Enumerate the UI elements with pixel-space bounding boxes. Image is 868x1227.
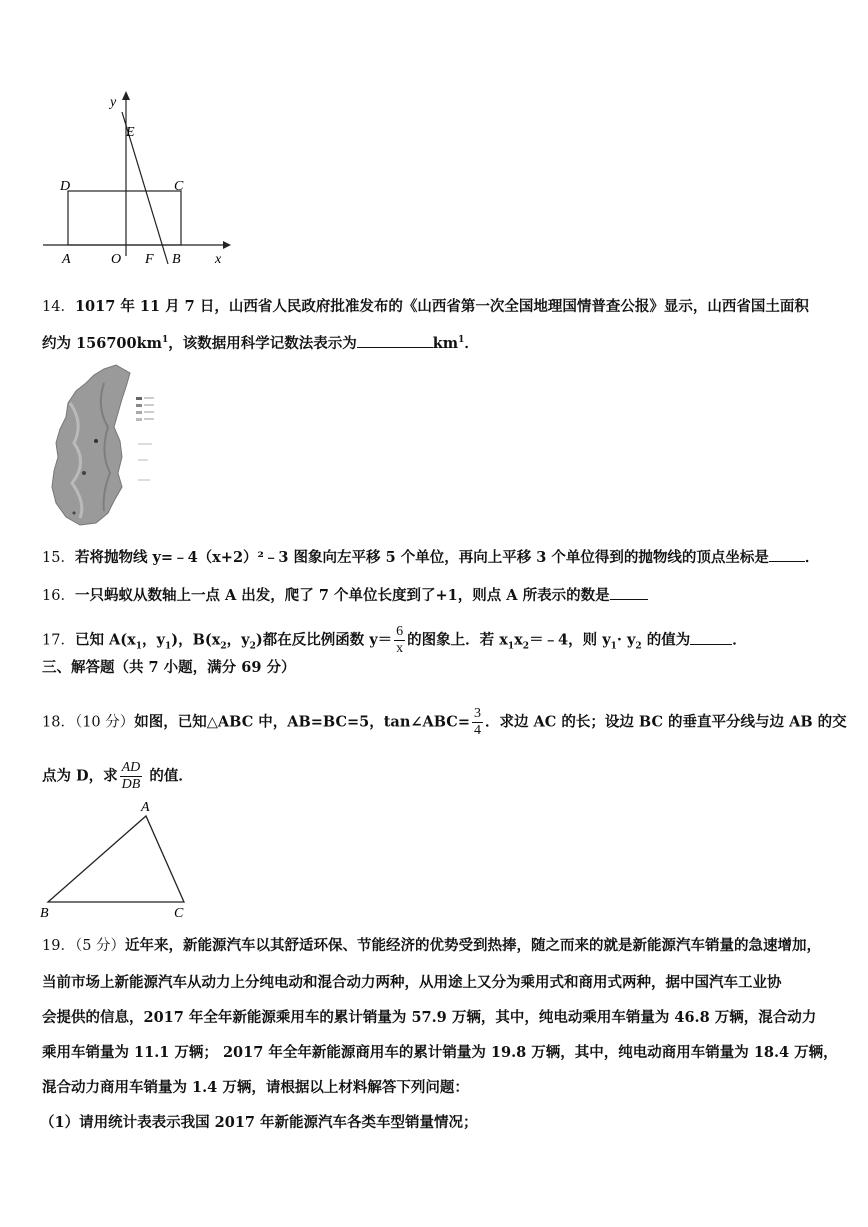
q14-sup2: 1: [458, 335, 465, 345]
q14-answer-blank[interactable]: [357, 333, 433, 348]
triangle-b-label: B: [40, 906, 49, 920]
q17-text-a: 已知 A(x: [74, 631, 136, 649]
q17-text-b2: x: [514, 631, 523, 649]
axis-x-label: x: [215, 252, 222, 267]
origin-label: O: [111, 252, 122, 267]
coordinate-figure: [38, 86, 238, 271]
q19-sub1: （1）请用统计表表示我国 2017 年新能源汽车各类车型销量情况；: [40, 1114, 478, 1131]
q17-sub: 2: [635, 641, 642, 652]
q17-frac-numerator: 6: [396, 624, 404, 639]
q17-sub: 1: [610, 641, 617, 652]
q19-line1: [42, 936, 821, 956]
point-b-label: B: [172, 252, 181, 267]
q14-line2: [42, 330, 479, 354]
q15-line: [42, 547, 819, 568]
q17-sub: 1: [164, 641, 172, 652]
q17-sub: 2: [522, 641, 530, 652]
q17-text-a3: )，B(x: [171, 631, 221, 649]
q19-text-line: 会提供的信息，2017 年全年新能源乘用车的累计销量为 57.9 万辆，其中，纯电动乘用车销量为 46.8 万辆，混合动力: [42, 1009, 817, 1026]
q18-text-b: ．求边 AC 的长；设边 BC 的垂直平分线与边 AB 的交: [485, 713, 847, 731]
q19-text-line: 混合动力商用车销量为 1.4 万辆，请根据以上材料解答下列问题：: [42, 1079, 469, 1096]
q17-text-b3: ＝﹣4，则 y: [529, 631, 611, 649]
q17-sub: 1: [135, 641, 143, 652]
q17-text-b4: · y: [616, 631, 636, 649]
triangle-figure: [38, 796, 198, 920]
q18-text-line2b: 的值．: [144, 767, 193, 785]
q14-line1: [42, 297, 809, 317]
q14-sup: 1: [161, 335, 169, 345]
q15-number: 15．: [42, 550, 75, 566]
q15-end: ．: [804, 549, 820, 566]
point-a-label: A: [62, 252, 71, 267]
q17-frac-denominator: x: [396, 641, 404, 656]
q18-frac2-numerator: AD: [121, 760, 141, 775]
q16-answer-blank[interactable]: [610, 585, 648, 600]
q17-sub: 1: [507, 641, 515, 652]
q18-frac-denominator: 4: [474, 723, 481, 738]
q18-ratio-fraction: [120, 760, 143, 793]
q18-frac2-denominator: DB: [121, 777, 141, 792]
q15-answer-blank[interactable]: [769, 547, 805, 562]
point-e-label: E: [126, 125, 135, 140]
q17-text-a4: ，y: [226, 631, 250, 649]
q14-text-d: ．: [464, 334, 479, 352]
q17-sub: 2: [249, 641, 256, 652]
section3-title: 三、解答题（共 7 小题，满分 69 分）: [42, 659, 296, 676]
q17-fraction: [394, 624, 405, 657]
point-d-label: D: [60, 179, 71, 194]
q17-answer-blank[interactable]: [690, 630, 732, 645]
shanxi-map-image: [44, 363, 158, 527]
q19-score: （5 分）: [74, 938, 126, 954]
q14-text-b: ，该数据用科学记数法表示为: [168, 334, 357, 352]
q19-text-line: 乘用车销量为 11.1 万辆； 2017 年全年新能源商用车的累计销量为 19.8 万辆，其中，纯电动商用车销量为 18.4 万辆，: [42, 1044, 838, 1061]
point-c-label: C: [174, 179, 184, 194]
q18-number: 18．: [42, 714, 75, 731]
q14-text-line1: 1017 年 11 月 7 日，山西省人民政府批准发布的《山西省第一次全国地理国情普查公报》显示，山西省国土面积: [74, 298, 809, 315]
q17-line: [42, 624, 747, 657]
q18-text-a: 如图，已知△ABC 中，AB=BC=5，tan∠ABC=: [134, 713, 470, 731]
q18-line1: [42, 706, 847, 739]
q18-line2: [42, 760, 193, 793]
q17-number: 17．: [42, 632, 75, 649]
q18-text-line2a: 点为 D，求: [42, 767, 118, 785]
q15-text: 若将抛物线 y=﹣4（x+2）²﹣3 图象向左平移 5 个单位，再向上平移 3 个单位得到的抛物线的顶点坐标是: [74, 549, 769, 566]
q19-number: 19．: [42, 938, 75, 954]
point-f-label: F: [145, 252, 154, 267]
triangle-c-label: C: [174, 906, 184, 920]
triangle-a-label: A: [141, 800, 150, 815]
q18-fraction: [472, 706, 483, 739]
q17-end: ．: [732, 631, 747, 649]
q16-line: [42, 585, 648, 606]
q16-text: 一只蚂蚁从数轴上一点 A 出发，爬了 7 个单位长度到了+1，则点 A 所表示的数是: [74, 587, 610, 604]
q17-text-b: 的图象上．若 x: [407, 631, 508, 649]
q18-frac-numerator: 3: [474, 706, 481, 721]
q17-text-a2: ，y: [142, 631, 165, 649]
q16-number: 16．: [42, 588, 75, 604]
q17-text-b5: 的值为: [641, 631, 691, 649]
q19-text-line: 近年来，新能源汽车以其舒适环保、节能经济的优势受到热捧，随之而来的就是新能源汽车销量的急速增加，: [125, 937, 822, 954]
axis-y-label: y: [110, 95, 117, 110]
q18-score: （10 分）: [74, 714, 135, 731]
q14-text-a: 约为 156700km: [42, 334, 162, 352]
q17-text-a5: )都在反比例函数 y＝: [255, 631, 393, 649]
q14-text-c: km: [432, 334, 459, 352]
q19-text-line: 当前市场上新能源汽车从动力上分纯电动和混合动力两种，从用途上又分为乘用式和商用式两种，据中国汽车工业协: [42, 974, 782, 991]
q14-number: 14．: [42, 299, 75, 315]
q17-sub: 2: [220, 641, 227, 652]
